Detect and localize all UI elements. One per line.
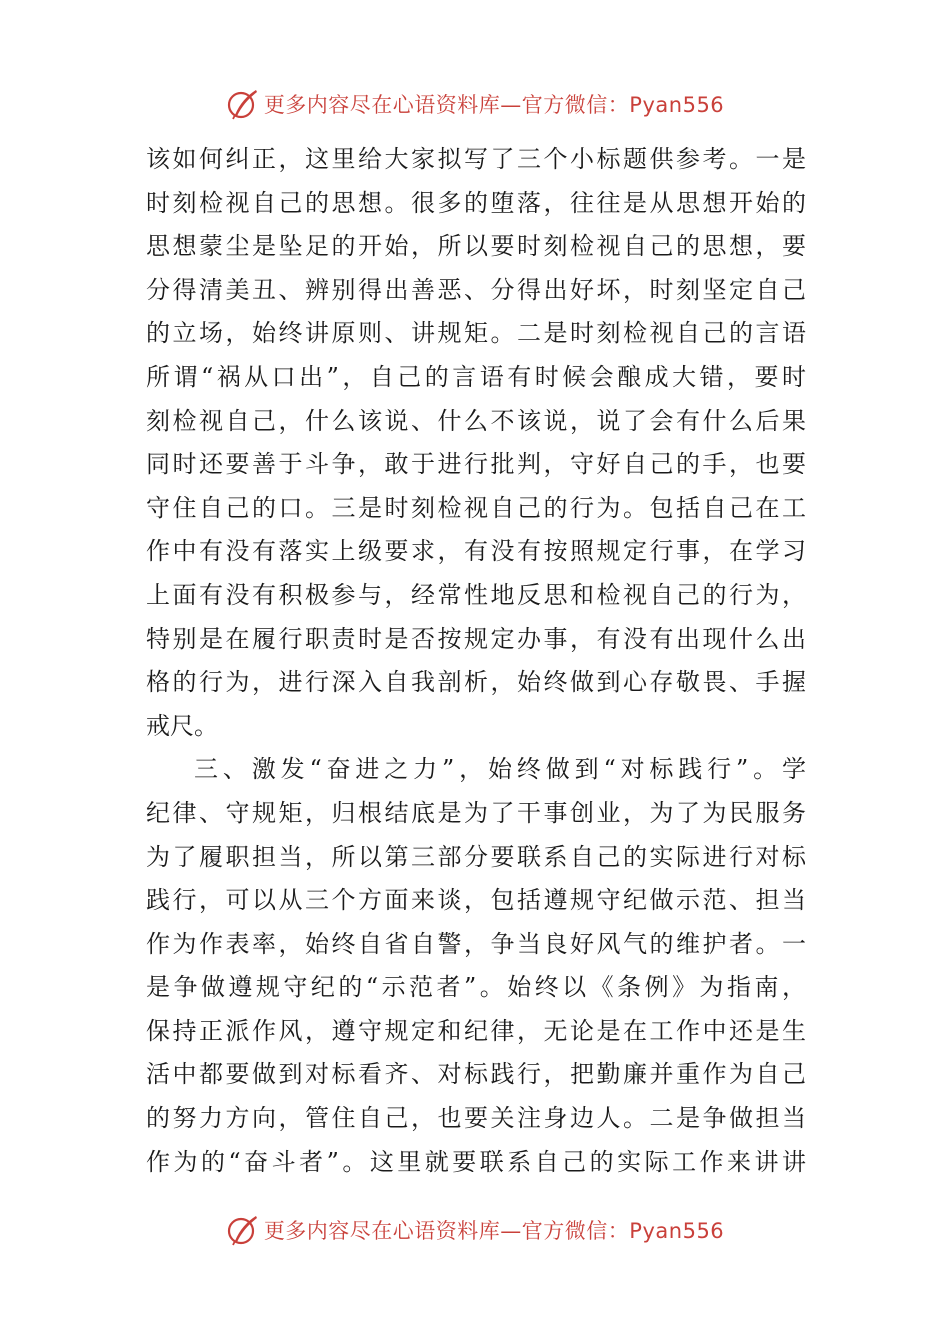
banner-text: 更多内容尽在心语资料库—官方微信：Pyan556 (263, 93, 725, 117)
text-line: 上面有没有积极参与，经常性地反思和检视自己的行为， (146, 580, 806, 609)
text-line: 同时还要善于斗争，敢于进行批判，守好自己的手，也要 (146, 450, 806, 479)
section-heading-line: 三、激发“奋进之力”，始终做到“对标践行”。学 (194, 755, 806, 784)
text-line: 作为的“奋斗者”。这里就要联系自己的实际工作来讲讲 (146, 1147, 806, 1176)
text-line: 活中都要做到对标看齐、对标践行，把勤廉并重作为自己 (146, 1060, 806, 1089)
text-line: 保持正派作风，遵守规定和纪律，无论是在工作中还是生 (146, 1016, 806, 1045)
text-line: 思想蒙尘是坠足的开始，所以要时刻检视自己的思想，要 (146, 232, 806, 261)
text-line: 为了履职担当，所以第三部分要联系自己的实际进行对标 (146, 842, 806, 871)
text-line: 是争做遵规守纪的“示范者”。始终以《条例》为指南， (146, 973, 806, 1002)
text-line: 的立场，始终讲原则、讲规矩。二是时刻检视自己的言语 (146, 319, 806, 348)
text-line: 践行，可以从三个方面来谈，包括遵规守纪做示范、担当 (146, 886, 806, 915)
text-line: 作为作表率，始终自省自警，争当良好风气的维护者。一 (146, 929, 806, 958)
header-banner (0, 84, 950, 124)
text-line: 纪律、守规矩，归根结底是为了干事创业，为了为民服务 (146, 798, 806, 827)
text-line: 守住自己的口。三是时刻检视自己的行为。包括自己在工 (146, 493, 806, 522)
text-line: 戒尺。 (146, 711, 218, 740)
text-line: 格的行为，进行深入自我剖析，始终做到心存敬畏、手握 (146, 668, 806, 697)
footer-banner (0, 1210, 950, 1250)
text-line: 的努力方向，管住自己，也要关注身边人。二是争做担当 (146, 1104, 806, 1133)
document-body (146, 138, 806, 1184)
banner-text: 更多内容尽在心语资料库—官方微信：Pyan556 (263, 1219, 725, 1243)
text-line: 所谓“祸从口出”，自己的言语有时候会酿成大错，要时 (146, 362, 806, 391)
text-line: 该如何纠正，这里给大家拟写了三个小标题供参考。一是 (146, 145, 806, 173)
text-line: 分得清美丑、辨别得出善恶、分得出好坏，时刻坚定自己 (146, 275, 806, 304)
quill-pen-circle-icon (226, 87, 260, 121)
text-line: 刻检视自己，什么该说、什么不该说，说了会有什么后果 (146, 406, 806, 435)
text-line: 时刻检视自己的思想。很多的堕落，往往是从思想开始的 (146, 188, 806, 217)
quill-pen-circle-icon (226, 1213, 260, 1247)
text-line: 特别是在履行职责时是否按规定办事，有没有出现什么出 (146, 624, 806, 653)
text-line: 作中有没有落实上级要求，有没有按照规定行事，在学习 (146, 537, 806, 566)
